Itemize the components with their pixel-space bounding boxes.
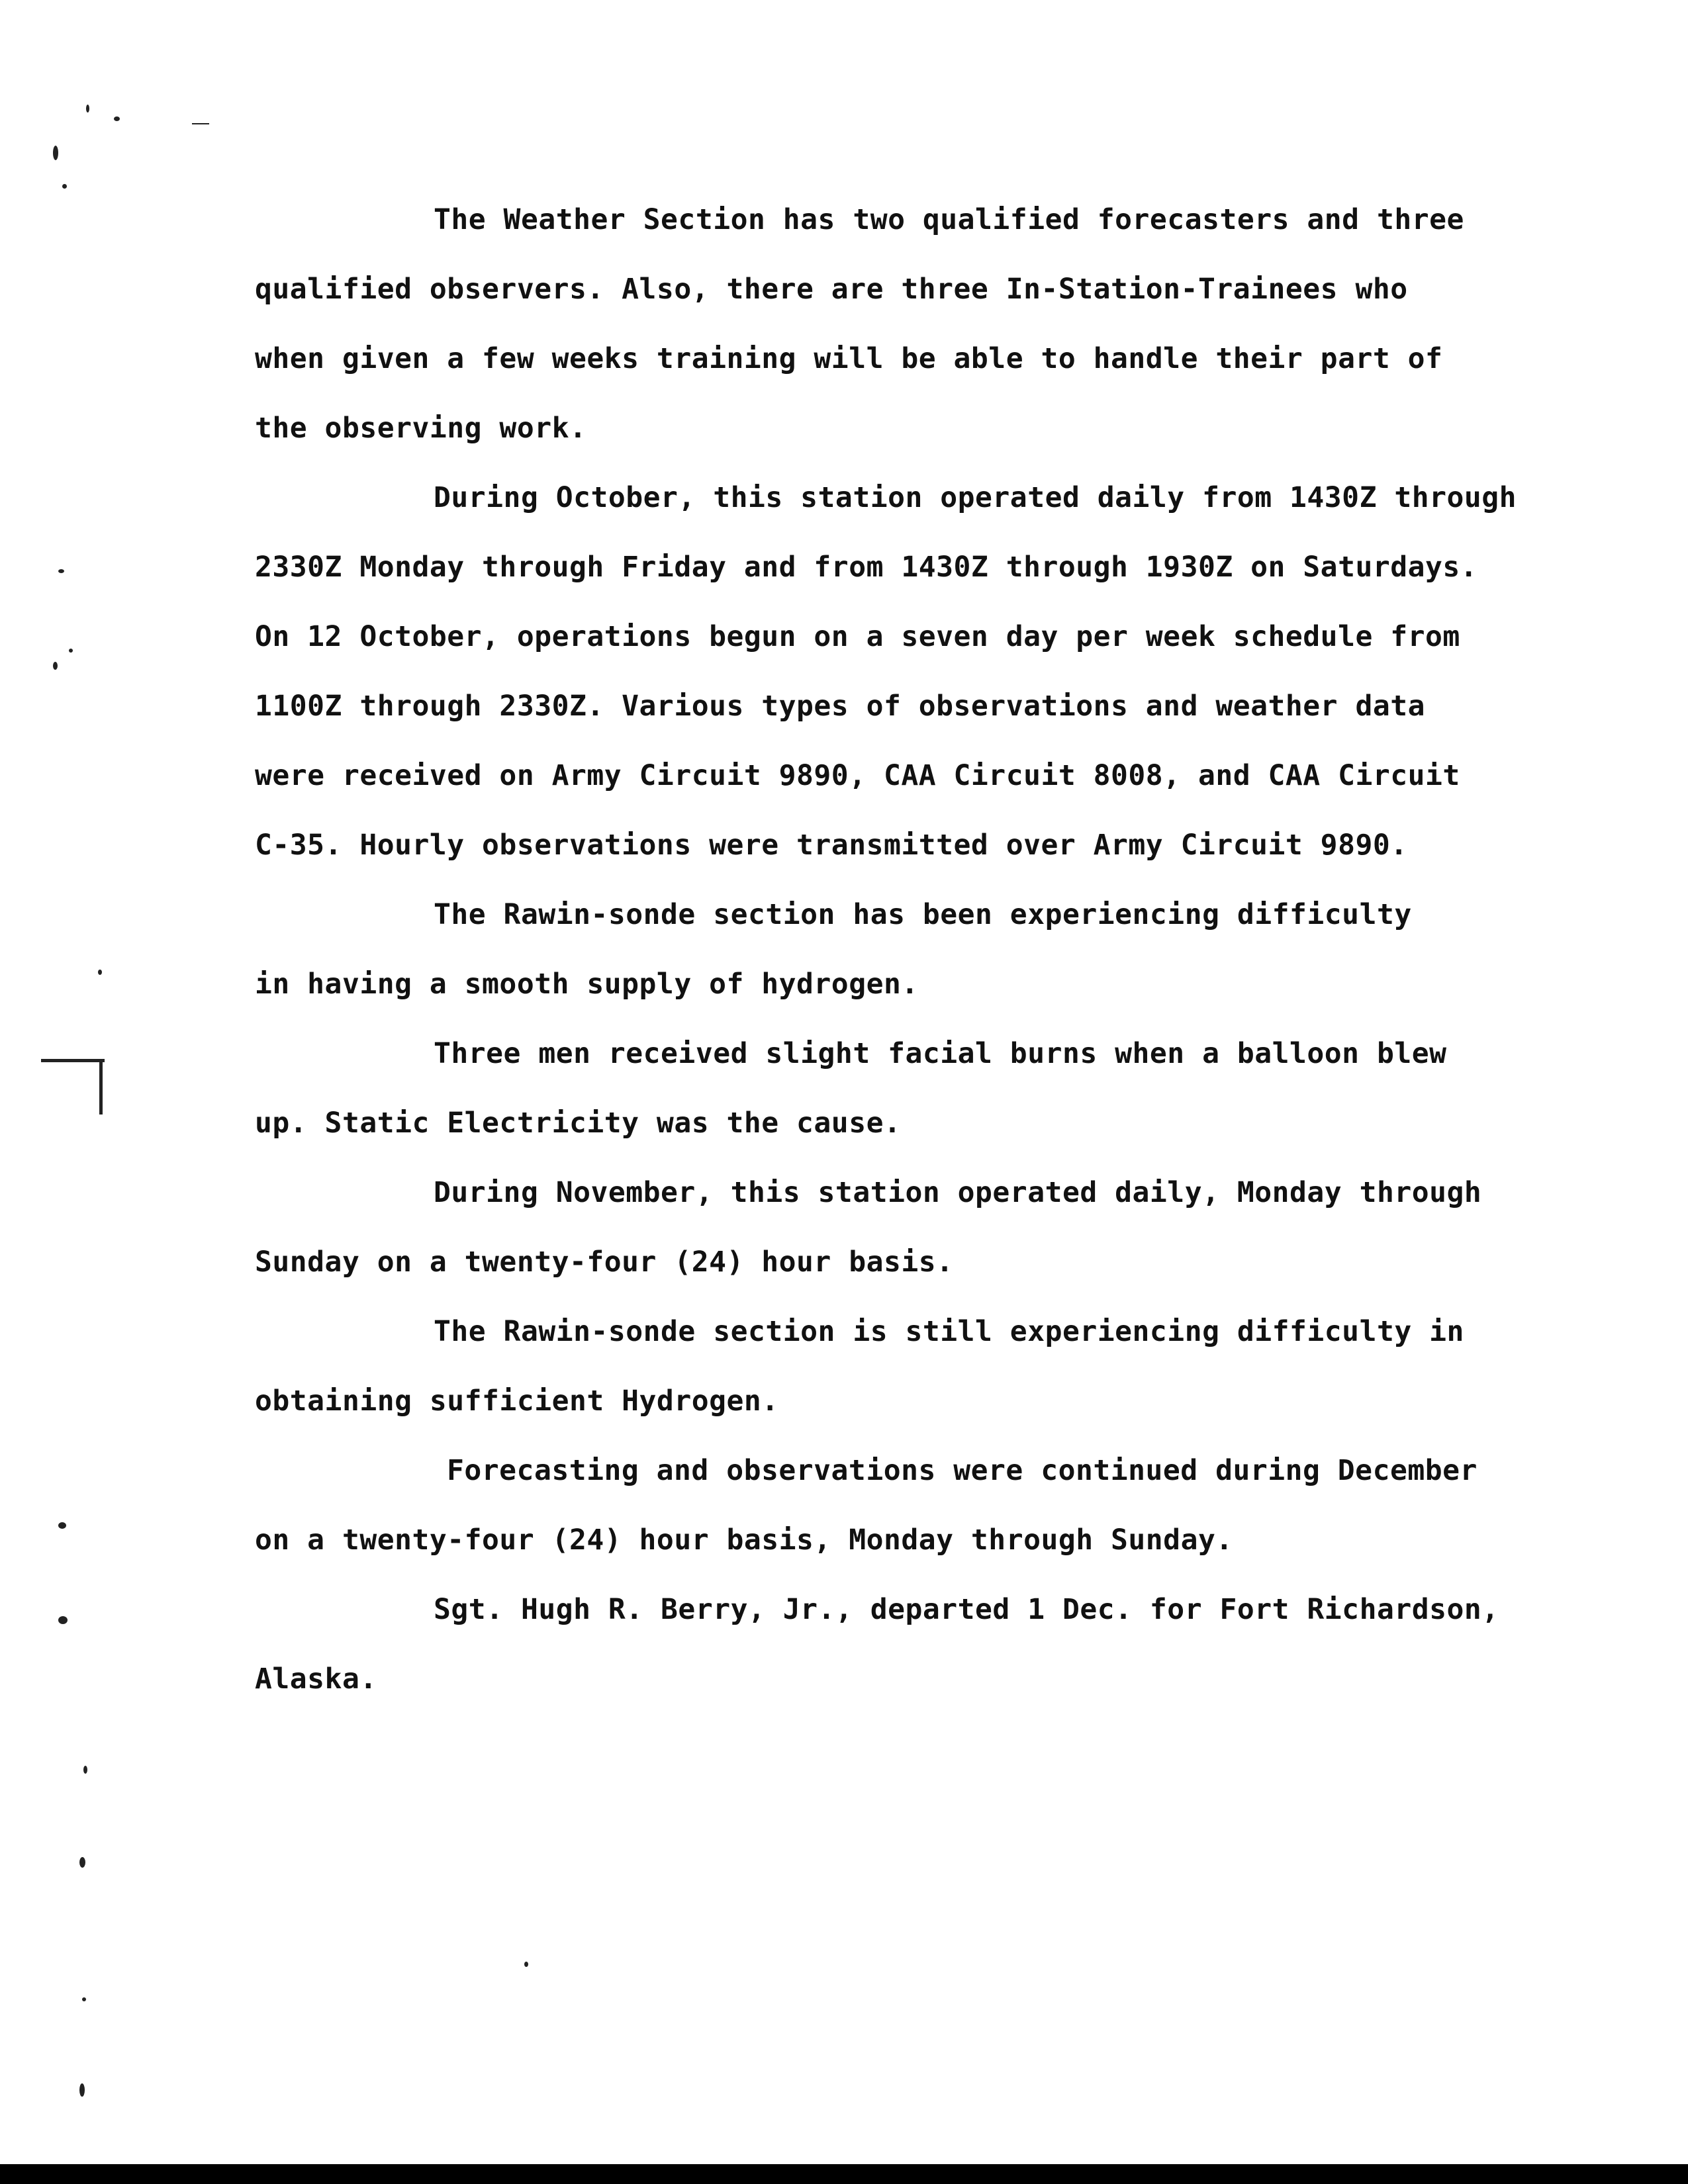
text-line: when given a few weeks training will be able to handle their part of xyxy=(255,342,1443,375)
text-line: in having a smooth supply of hydrogen. xyxy=(255,968,919,1001)
text-line: The Weather Section has two qualified forecasters and three xyxy=(434,203,1464,236)
paragraph-weather-section xyxy=(255,185,1552,463)
paragraph-balloon-burns xyxy=(255,1019,1552,1158)
margin-speck xyxy=(58,1616,68,1624)
text-line: were received on Army Circuit 9890, CAA Circuit 8008, and CAA Circuit xyxy=(255,759,1460,792)
paragraph-rawin-sonde-supply xyxy=(255,880,1552,1019)
margin-speck xyxy=(86,105,89,113)
text-line: During November, this station operated daily, Monday through xyxy=(434,1176,1482,1209)
text-line: the observing work. xyxy=(255,412,587,445)
text-line: During October, this station operated daily from 1430Z through xyxy=(434,481,1517,514)
margin-speck xyxy=(83,1766,87,1774)
margin-speck xyxy=(79,1857,85,1868)
margin-speck xyxy=(58,569,64,573)
margin-speck xyxy=(53,662,58,670)
margin-speck xyxy=(79,2083,85,2097)
document-body xyxy=(255,185,1552,1714)
text-line: 2330Z Monday through Friday and from 1430Z through 1930Z on Saturdays. xyxy=(255,551,1478,584)
text-line: Three men received slight facial burns when a balloon blew xyxy=(434,1037,1447,1070)
margin-speck xyxy=(41,1059,105,1062)
text-line: on a twenty-four (24) hour basis, Monday through Sunday. xyxy=(255,1524,1233,1557)
margin-speck xyxy=(192,123,209,124)
text-line: Forecasting and observations were continued during December xyxy=(447,1454,1477,1487)
margin-speck xyxy=(53,146,58,160)
text-line: Sunday on a twenty-four (24) hour basis. xyxy=(255,1246,954,1279)
margin-speck xyxy=(524,1962,528,1967)
paragraph-rawin-sonde-hydrogen xyxy=(255,1297,1552,1436)
text-line: qualified observers. Also, there are three In-Station-Trainees who xyxy=(255,273,1408,306)
scan-bottom-border xyxy=(0,2164,1688,2184)
text-line: 1100Z through 2330Z. Various types of observations and weather data xyxy=(255,690,1426,723)
text-line: On 12 October, operations begun on a seven day per week schedule from xyxy=(255,620,1460,653)
text-line: The Rawin-sonde section has been experiencing difficulty xyxy=(434,898,1412,931)
text-line: up. Static Electricity was the cause. xyxy=(255,1107,902,1140)
text-line: C-35. Hourly observations were transmitted over Army Circuit 9890. xyxy=(255,829,1408,862)
text-line: obtaining sufficient Hydrogen. xyxy=(255,1385,779,1418)
text-line: The Rawin-sonde section is still experiencing difficulty in xyxy=(434,1315,1464,1348)
paragraph-october xyxy=(255,463,1552,880)
text-line: Sgt. Hugh R. Berry, Jr., departed 1 Dec. for Fort Richardson, xyxy=(434,1593,1499,1626)
margin-speck xyxy=(114,116,120,121)
paragraph-november xyxy=(255,1158,1552,1297)
margin-speck xyxy=(69,649,73,653)
margin-speck xyxy=(82,1997,86,2001)
margin-speck xyxy=(58,1522,66,1529)
paragraph-december xyxy=(255,1436,1552,1575)
margin-speck xyxy=(62,184,67,189)
paragraph-personnel xyxy=(255,1575,1552,1714)
text-line: Alaska. xyxy=(255,1662,377,1696)
